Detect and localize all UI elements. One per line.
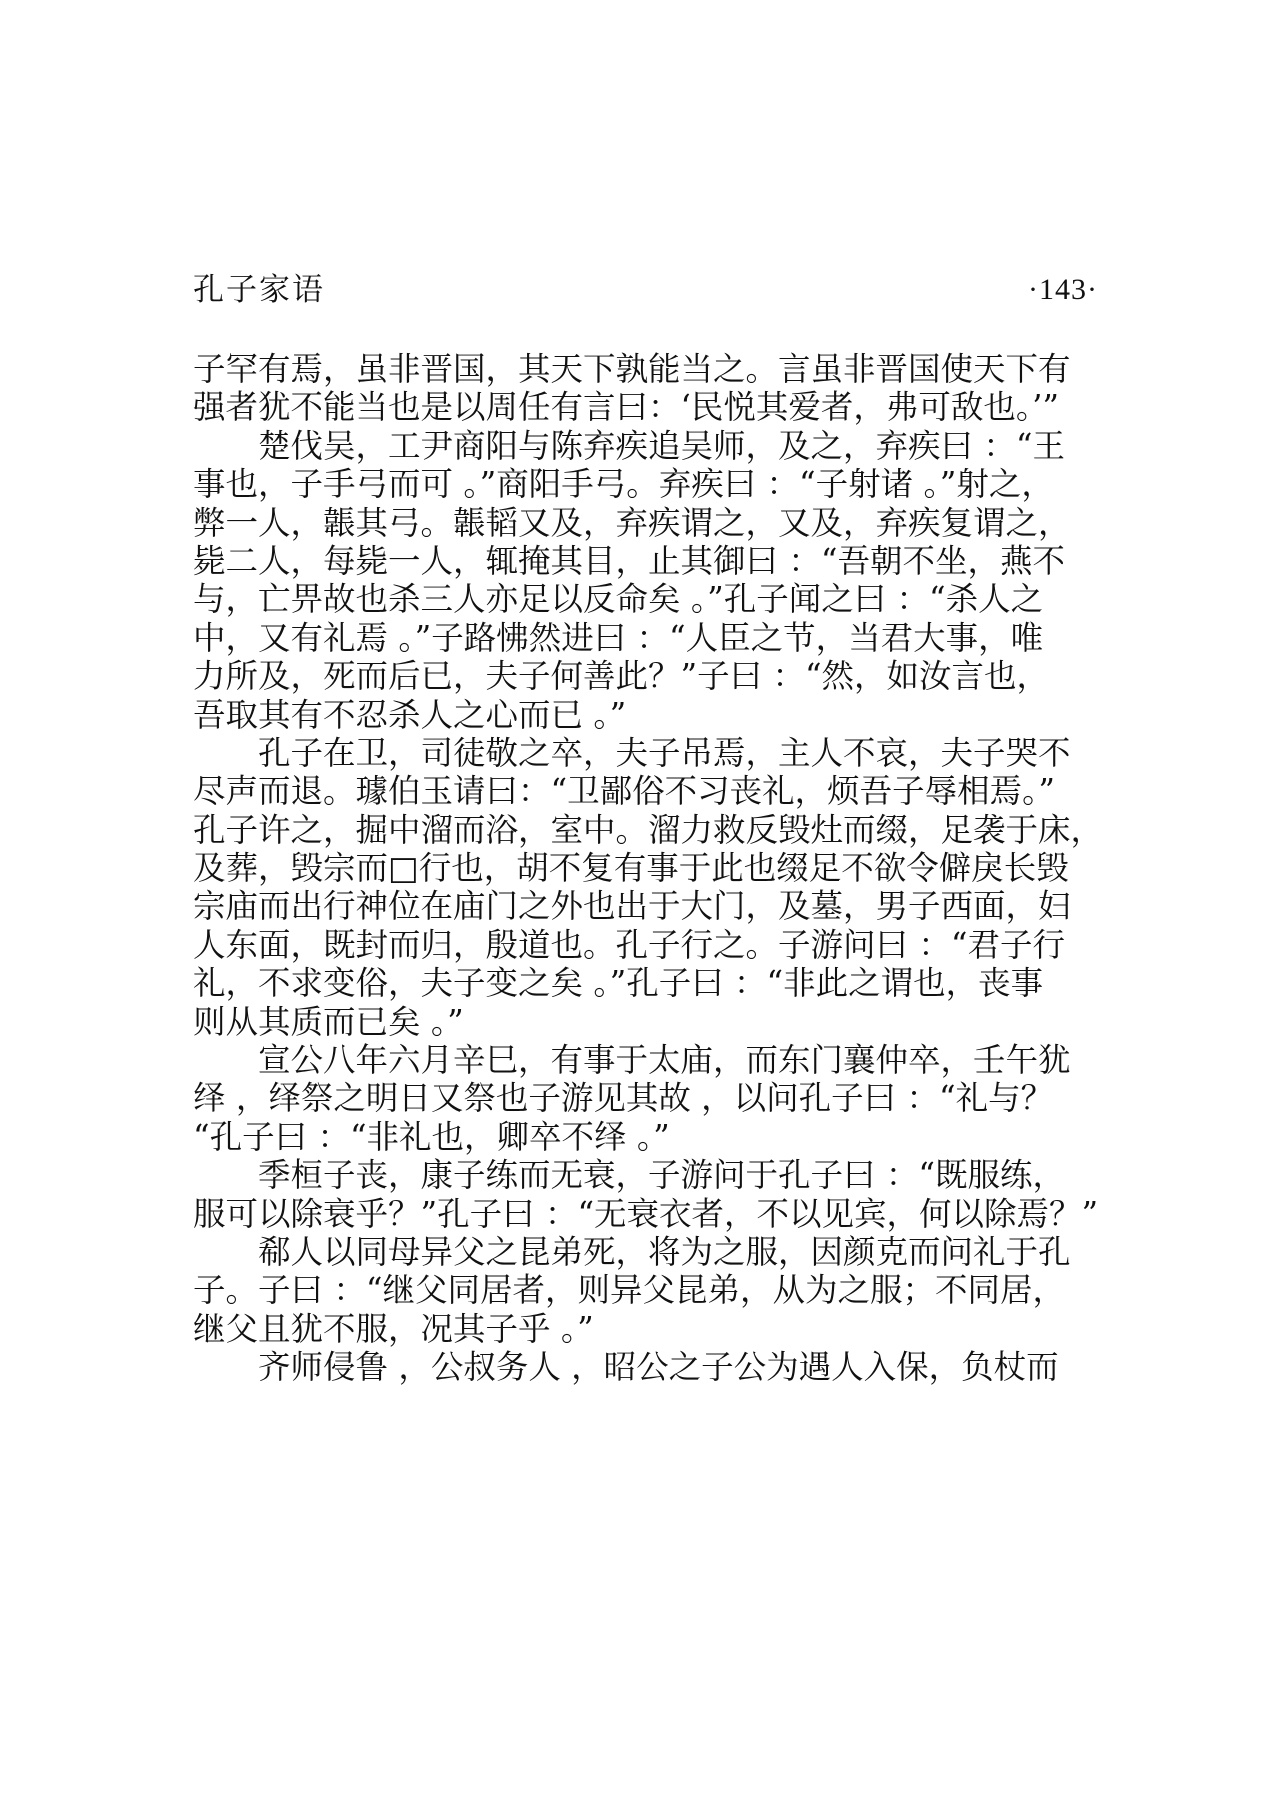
text-line: 及葬，毁宗而□行也，胡不复有事于此也缀足不欲令僻戾长毁: [193, 849, 1069, 888]
text-line: 尽声而退。璩伯玉请曰：“卫鄙俗不习丧礼，烦吾子辱相焉。”: [193, 772, 1055, 811]
running-title: 孔子家语: [193, 272, 325, 308]
text-line: 子罕有焉，虽非晋国，其天下孰能当之。言虽非晋国使天下有: [193, 350, 1071, 388]
text-line: 季桓子丧，康子练而无衰，子游问于孔子曰 ：“既服练，: [258, 1156, 1065, 1195]
text-line: 郗人以同母异父之昆弟死，将为之服，因颜克而问礼于孔: [258, 1232, 1071, 1271]
text-line: 力所及，死而后已，夫子何善此？”子曰 ：“然，如汝言也，: [193, 657, 1050, 696]
text-line: 强者犹不能当也是以周任有言曰：‘民悦其爱者，弗可敌也。’”: [193, 388, 1060, 427]
text-line: 宗庙而出行神位在庙门之外也出于大门，及墓，男子西面，妇: [193, 887, 1071, 926]
text-line: 继父且犹不服，况其子乎 。”: [193, 1309, 594, 1348]
text-line: 人东面，既封而归，殷道也。孔子行之。子游问曰 ：“君子行: [193, 925, 1065, 964]
text-line: 事也，子手弓而可 。”商阳手弓。弃疾曰 ：“子射诸 。”射之，: [193, 465, 1054, 504]
text-line: 子。子曰 ：“继父同居者，则异父昆弟，从为之服；不同居，: [193, 1271, 1065, 1310]
text-line: 弊一人，韔其弓。韔韬又及，弃疾谓之，又及，弃疾复谓之，: [193, 503, 1071, 542]
text-line: 绎 ，绎祭之明日又祭也子游见其故 ，以问孔子曰 ：“礼与？: [193, 1079, 1054, 1118]
text-line: 礼，不求变俗，夫子变之矣 。”孔子曰 ：“非此之谓也，丧事: [193, 964, 1044, 1003]
text-line: 服可以除衰乎？”孔子曰 ：“无衰衣者，不以见宾，何以除焉？”: [193, 1194, 1099, 1233]
text-line: 孔子在卫，司徒敬之卒，夫子吊焉，主人不哀，夫子哭不: [258, 733, 1071, 772]
text-line: 毙二人，每毙一人，辄掩其目，止其御曰 ：“吾朝不坐，燕不: [193, 541, 1065, 580]
text-line: 与，亡畀故也杀三人亦足以反命矣 。”孔子闻之曰 ：“杀人之: [193, 580, 1044, 619]
text-line: “孔子曰 ：“非礼也，卿卒不绎 。”: [193, 1117, 670, 1156]
text-line: 中，又有礼焉 。”子路怫然进曰 ：“人臣之节，当君大事，唯: [193, 618, 1044, 657]
text-line: 则从其质而已矣 。”: [193, 1002, 464, 1041]
page-header: [193, 268, 1098, 312]
text-line: 齐师侵鲁 ，公叔务人 ，昭公之子公为遇人入保，负杖而: [258, 1348, 1059, 1387]
text-line: 宣公八年六月辛巳，有事于太庙，而东门襄仲卒，壬午犹: [258, 1041, 1071, 1080]
text-line: 孔子许之，掘中溜而浴，室中。溜力救反毁灶而缀，足袭于床，: [193, 810, 1104, 849]
page-number: ·143·: [1028, 273, 1098, 306]
text-line: 吾取其有不忍杀人之心而已 。”: [193, 695, 627, 734]
text-line: 楚伐吴，工尹商阳与陈弃疾追吴师，及之，弃疾曰 ：“王: [258, 426, 1065, 465]
body-text: [193, 350, 1113, 1387]
